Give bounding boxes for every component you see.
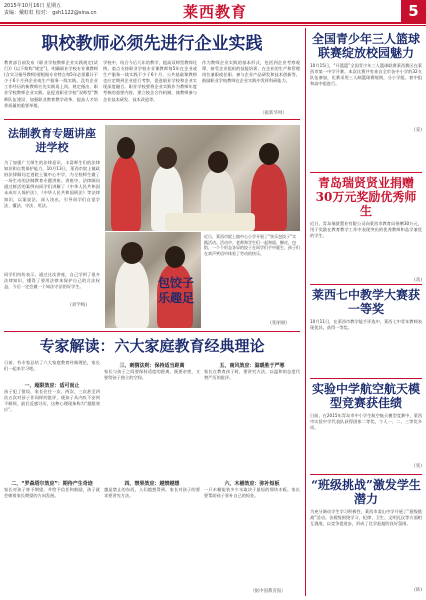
right-author: (姜)	[413, 128, 422, 133]
main-body-col1: 教育部日前发布《职业学校教师企业实践规定(试行)》(以下简称“规定”)，明确职业学校专业课教师(含实习指导教师)要根据专业特点每5年必须累计不少于6个月到企业或生产服务一线实践，没有企业工作经历的新教师应先实践再上岗。规定指出，职业学校教师企业实践，是促进职业学校“双师型”教师队伍建设、加强职业教育教学改革、提高人才培养质量的重要举措。	[4, 60, 98, 108]
law-headline: 法制教育专题讲座进学校	[8, 127, 96, 154]
main-source: （据新华网）	[260, 111, 287, 116]
photo-figure	[165, 246, 185, 268]
editor-email[interactable]: gsh1122@sina.cn	[52, 9, 97, 16]
right-article	[310, 382, 422, 469]
right-body: 10月15日，“开篮篮”全国青少年三人篮球联赛莱西赛区在莱西市第一中学开赛。本次比赛共有来自全市各中小学的32支队伍参加，比赛采用三人制篮球赛规则，分小学组、初中组和高中组进行。	[310, 63, 422, 87]
photo-dumplings-1	[105, 125, 300, 231]
right-body: 10月11日，在莱西市教学能手评选中，莱西七中青年教师表现优异，获得一等奖。	[310, 319, 422, 331]
photo-figure	[251, 163, 287, 231]
right-article	[310, 288, 422, 367]
bottom-section	[4, 382, 100, 479]
photo-caption-small: 近日，莱西市院上镇中心小学开展了“快乐包饺子”实践活动。活动中，老师和学生们一起和面、擀皮、包馅，一个个形态各异的饺子在同学们手中诞生，孩子们在欢声笑语中体验了劳动的快乐。	[204, 234, 300, 256]
bottom-section	[204, 362, 300, 479]
bottom-headline: 专家解读：六大家庭教育经典理论	[39, 337, 265, 355]
bottom-section-body: 家长对孩子寄予期望，并给予信任和鼓励，孩子就会朝着家长期望的方向发展。	[4, 487, 100, 499]
photo-figure	[259, 143, 279, 165]
photo-figure	[157, 147, 177, 169]
right-author: (高)	[413, 278, 422, 283]
right-article	[310, 32, 422, 133]
page-number: 5	[401, 0, 426, 22]
bottom-section-body: 孩子犯了错误，家长往往一次、两次、三次甚至四次五次对孩子作同样的批评，使孩子从内疚不安到不耐烦，最后反感讨厌。这种心理现象称为“超限效应”。	[4, 389, 100, 413]
photo-figure	[121, 242, 143, 264]
photo-caption-big	[150, 276, 202, 306]
photo-table	[165, 213, 255, 231]
photo-caption-line2: 乐趣足	[157, 291, 194, 305]
photo-figure	[117, 137, 135, 159]
bottom-section	[104, 362, 200, 479]
bottom-section-body: 家长在教育孩子时，要讲究方法，以温和的态度代替严厉的批评。	[204, 369, 300, 381]
bottom-section	[4, 480, 100, 587]
main-body-col3: 作为教师企业实践的基本形式，包括到企业考察观摩、接受企业组织的技能培训、在企业的生产和管理岗位兼职或任职、参与企业产品研发和技术创新等。鼓励职业学校教师在企业实践中发挥科研能力。	[202, 60, 300, 84]
bottom-source: （据中国教育报）	[250, 589, 286, 594]
photo-figure	[115, 260, 149, 328]
bottom-section-title: 六、木桶效应：弥补短板	[224, 481, 280, 487]
right-headline: 青岛瑞贤贤业捐赠30万元奖励优秀师生	[315, 176, 417, 218]
bottom-section-title: 五、南风效应：温暖胜于严寒	[219, 363, 285, 369]
law-author: (刘学梅)	[70, 303, 88, 308]
bottom-section-title: 一、超限效应：适可而止	[24, 383, 80, 389]
photo-credit: (张丽丽)	[270, 321, 288, 326]
photo-figure	[208, 151, 228, 173]
right-body: 为充分调动学生学习积极性，莱西市姜山中学开展了“班级挑战”活动。各班级围绕学习、纪律、卫生、文明礼仪等方面相互挑战，以竞争促进步，形成了比学赶超的良好氛围。	[310, 509, 422, 527]
section-rule	[4, 119, 300, 120]
bottom-section-title: 四、禁果效应：越禁越想	[124, 481, 180, 487]
right-headline: 全国青少年三人篮球联赛绽放校园魅力	[311, 32, 420, 60]
right-article	[310, 176, 422, 283]
date-line: 2015年10月16日 星期五	[4, 3, 62, 9]
editor-line: 责编：戴虹虹 校对：	[4, 9, 51, 16]
bottom-section-title: 二、“罗森塔尔效应”：期待产生奇迹	[11, 481, 93, 487]
right-body: 近日，青岛瑞贤置业有限公司向莱西市教育局捐赠30万元，用于奖励在教育教学工作中表现突出的优秀教师和品学兼优的学生。	[310, 221, 422, 239]
right-author: (韩)	[413, 588, 422, 593]
header-rule	[0, 22, 426, 24]
bottom-section-body: 一只木桶能装多少水取决于最短的那块木板。家长要帮助孩子弥补自己的短处。	[204, 487, 300, 499]
right-article	[310, 478, 422, 593]
page-header	[0, 0, 426, 22]
bottom-section-title: 三、刺猬法则：保持适当距离	[119, 363, 185, 369]
right-author: (张)	[413, 464, 422, 469]
section-rule	[310, 172, 422, 173]
header-rule-thin	[0, 25, 426, 26]
right-headline: “班级挑战”激发学生潜力	[311, 478, 421, 506]
main-body-col2: 学校中，结合今后几年的教学，提高双师型教师比例。重点支持职业学校专业课教师每5年在企业或生产服务一线实践不少于6个月，公共基础课教师也应定期到企业进行考察，促进职业学校和企业实现深度融合。职业学校要将企业实践作为教师年度考核的重要内容，建立校企合作机制，使教师参与企业技术研发、技术改造等。	[103, 60, 197, 102]
section-rule	[4, 331, 300, 332]
bottom-section	[104, 480, 200, 587]
law-body-2: 同学们纷纷表示，通过这次讲座，自己学到了很多法律知识，懂得了要用法律来保护自己的合法权益，今后一定会做一个知法守法的好学生。	[4, 272, 100, 290]
section-rule	[310, 378, 422, 379]
bottom-section	[204, 480, 300, 583]
bottom-intro: 日前，有专家总结了六大家庭教育经典理论，家长们一起来学习吧。	[4, 360, 100, 372]
bottom-section-body: 越是禁止的东西，人们越想得到。家长对孩子的要求要讲究方法。	[104, 487, 200, 499]
right-headline: 莱西七中教学大赛获一等奖	[311, 288, 420, 316]
header-info	[4, 3, 97, 16]
right-headline: 实验中学航空航天模型竞赛获佳绩	[311, 382, 420, 410]
section-rule	[310, 474, 422, 475]
section-rule	[310, 284, 422, 285]
section-title: 莱西教育	[182, 3, 247, 21]
law-body: 为了加强广大师生的法律意识，丰富师生们的法律知识和自我保护能力，10月13日，莱西市院上镇政府法律顾问走进院上镇中心中学，为全校师生做了一场生动的法制教育专题讲座。讲座中，法律顾问通过鲜活的案例向同学们讲解了《中华人民共和国未成年人保护法》、《中华人民共和国刑法》等法律知识，以案说法，深入浅出，引导同学们自觉学法、懂法、守法、用法。	[4, 160, 100, 208]
photo-figure	[111, 155, 141, 231]
column-divider	[305, 28, 306, 596]
photo-caption-line1: 包饺子	[157, 276, 194, 290]
right-body: 日前，在2015年青岛市中小学生航空航天模型竞赛中，莱西市实验中学代表队获得团体二等奖，个人一、二、三等奖多项。	[310, 413, 422, 431]
main-headline: 职校教师必须先进行企业实践	[41, 34, 263, 54]
bottom-section-body: 家长与孩子之间要保持适度的距离，既要亲密，又要给孩子独立的空间。	[104, 369, 200, 381]
